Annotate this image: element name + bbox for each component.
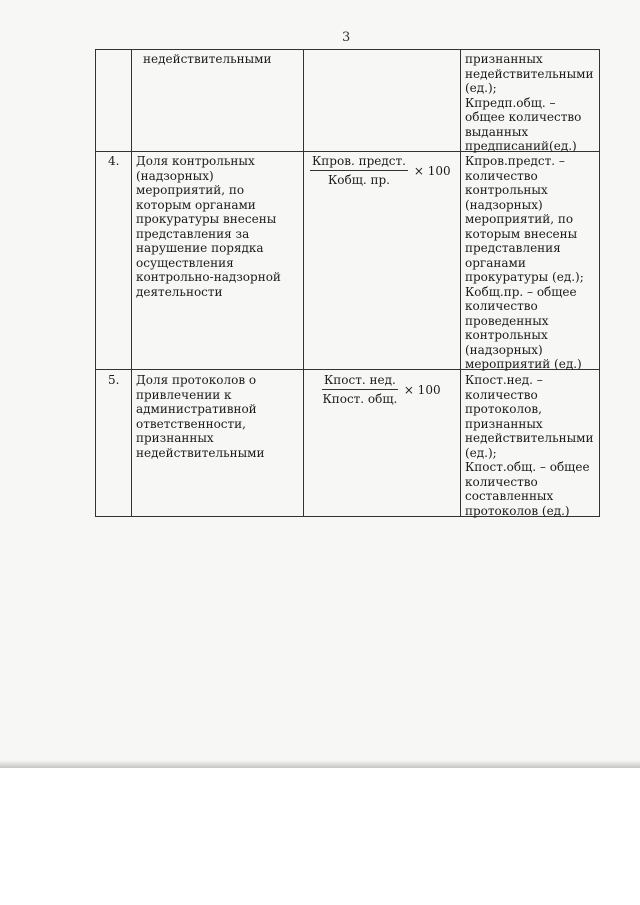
definition-line: составленных — [465, 489, 554, 503]
definition-line: недействительными — [465, 66, 594, 81]
definition-line: предписаний(ед.) — [465, 139, 577, 153]
formula-denominator: Кпост. общ. — [322, 392, 398, 406]
definition-line: признанных — [465, 416, 543, 431]
formula-denominator: Кобщ. пр. — [327, 173, 390, 187]
definition-line: мероприятий (ед.) — [465, 357, 582, 371]
indicators-table — [95, 49, 600, 517]
formula-fraction — [322, 373, 398, 406]
page-number: 3 — [342, 30, 351, 45]
indicator-line: которым органами — [136, 197, 256, 212]
definition-line: мероприятий, по — [465, 212, 574, 226]
definition-line: Кпредп.общ. – — [465, 95, 556, 110]
definition-line: количество — [465, 474, 538, 489]
scan-edge-shadow — [0, 760, 640, 768]
definition-line: которым внесены — [465, 226, 578, 241]
table-row-4-indicator — [136, 154, 281, 299]
definition-line: контрольных — [465, 183, 548, 197]
indicator-line: мероприятий, по — [136, 183, 245, 197]
definition-line: (ед.); — [465, 445, 497, 460]
definition-line: контрольных — [465, 328, 548, 342]
column-divider — [131, 50, 132, 516]
definition-line: общее количество — [465, 110, 582, 124]
indicator-line: привлечении к — [136, 387, 232, 402]
row-number: 4. — [108, 154, 120, 168]
definition-line: выданных — [465, 124, 529, 139]
definition-line: Кпост.общ. – общее — [465, 460, 590, 474]
definition-line: (надзорных) — [465, 197, 543, 212]
definition-line: недействительными — [465, 431, 594, 445]
definition-line: протоколов (ед.) — [465, 503, 570, 518]
indicator-line: деятельности — [136, 284, 223, 299]
indicator-line: Доля контрольных — [136, 154, 255, 168]
table-row-5-indicator — [136, 373, 264, 460]
indicator-line: представления за — [136, 226, 250, 241]
definition-line: Кобщ.пр. – общее — [465, 284, 577, 299]
indicator-line: недействительными — [143, 52, 272, 66]
definition-line: Кпост.нед. – — [465, 373, 543, 387]
indicator-line: нарушение порядка — [136, 241, 264, 255]
definition-line: количество — [465, 168, 538, 183]
table-row-4-formula — [310, 154, 451, 187]
table-row-5-definition — [465, 373, 593, 518]
table-row-continuation-definition — [465, 52, 593, 154]
definition-line: органами — [465, 255, 526, 270]
indicator-line: административной — [136, 402, 257, 416]
indicator-line: признанных — [136, 431, 214, 445]
table-row-4-definition — [465, 154, 584, 372]
formula-multiplier: × 100 — [413, 163, 451, 178]
definition-line: протоколов, — [465, 402, 542, 416]
definition-line: (надзорных) — [465, 342, 543, 357]
indicator-line: Доля протоколов о — [136, 373, 257, 387]
table-row-5-formula — [322, 373, 441, 406]
definition-line: Кпров.предст. – — [465, 154, 565, 168]
formula-numerator: Кпост. нед. — [322, 373, 398, 390]
formula-multiplier: × 100 — [403, 382, 441, 397]
indicator-line: осуществления — [136, 255, 234, 270]
column-divider — [303, 50, 304, 516]
definition-line: проведенных — [465, 313, 549, 328]
row-number: 5. — [108, 373, 120, 387]
indicator-line: прокуратуры внесены — [136, 212, 277, 226]
definition-line: количество — [465, 387, 538, 402]
definition-line: прокуратуры (ед.); — [465, 270, 584, 284]
formula-numerator: Кпров. предст. — [310, 154, 408, 171]
formula-fraction — [310, 154, 408, 187]
indicator-line: ответственности, — [136, 416, 246, 431]
column-divider — [460, 50, 461, 516]
indicator-line: контрольно-надзорной — [136, 270, 281, 284]
definition-line: (ед.); — [465, 81, 497, 95]
indicator-line: недействительными — [136, 445, 265, 460]
definition-line: представления — [465, 241, 561, 255]
definition-line: количество — [465, 299, 538, 313]
definition-line: признанных — [465, 52, 543, 66]
table-row-continuation-indicator — [143, 52, 271, 67]
indicator-line: (надзорных) — [136, 168, 214, 183]
